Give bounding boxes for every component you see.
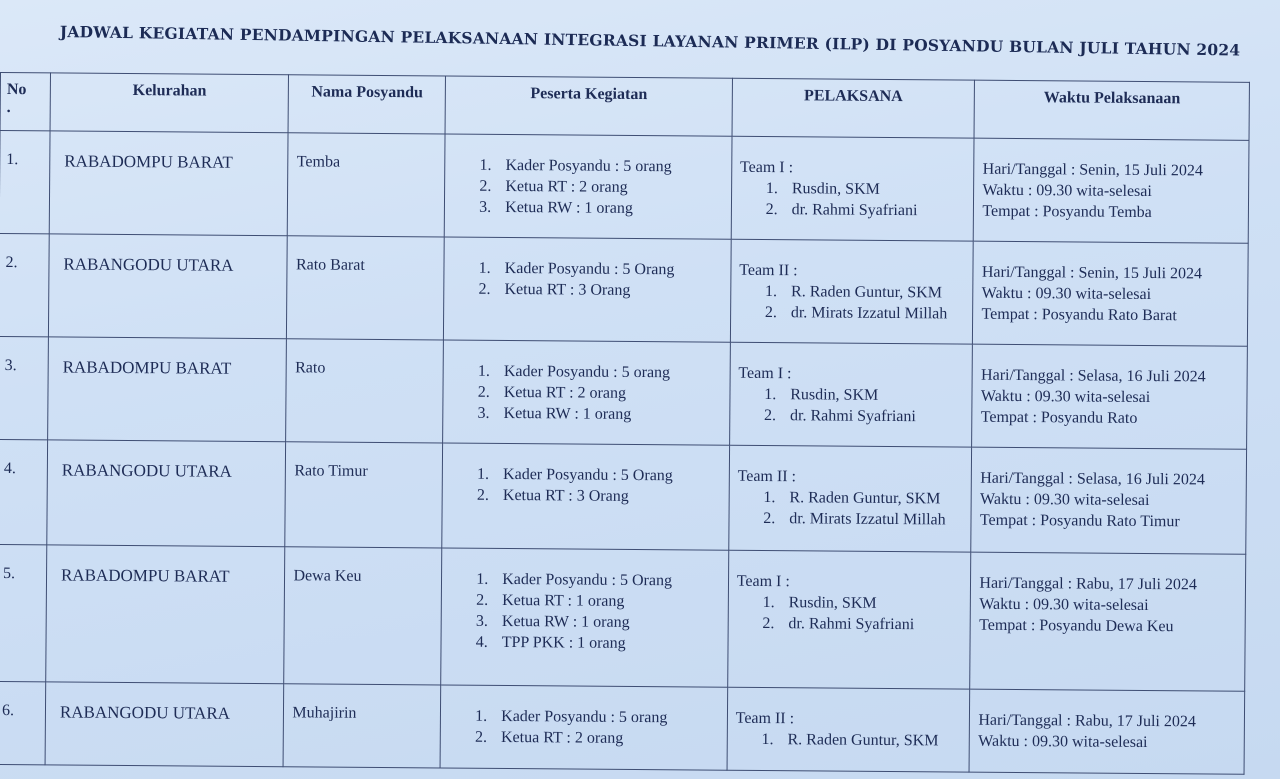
header-row xyxy=(0,73,1249,141)
pelaksana-item xyxy=(761,729,961,752)
peserta-item xyxy=(479,258,723,281)
waktu-line: Tempat : Posyandu Rato Barat xyxy=(981,305,1177,325)
pelaksana-item-number: 1. xyxy=(764,386,777,404)
waktu-line: Hari/Tanggal : Senin, 15 Juli 2024 xyxy=(982,160,1203,180)
peserta-item-text: TPP PKK : 1 orang xyxy=(501,633,626,652)
peserta-item-text: Ketua RT : 2 orang xyxy=(500,728,624,747)
pelaksana-item xyxy=(764,405,964,428)
pelaksana-item xyxy=(764,384,964,407)
peserta-cell xyxy=(444,237,731,342)
kelurahan-cell: RABANGODU UTARA xyxy=(45,682,284,767)
waktu-line: Hari/Tanggal : Selasa, 16 Juli 2024 xyxy=(981,366,1206,386)
header-no-dot: . xyxy=(6,99,11,117)
peserta-item-text: Ketua RT : 1 orang xyxy=(502,591,625,610)
pelaksana-cell xyxy=(729,445,972,552)
peserta-item xyxy=(477,403,721,426)
team-label: Team II : xyxy=(737,467,797,486)
pelaksana-item xyxy=(763,592,963,615)
pelaksana-item-number: 1. xyxy=(761,731,774,749)
header-posyandu: Nama Posyandu xyxy=(289,75,446,134)
peserta-item-text: Ketua RW : 1 orang xyxy=(501,612,630,631)
waktu-line: Hari/Tanggal : Rabu, 17 Juli 2024 xyxy=(979,574,1198,594)
peserta-item-number: 2. xyxy=(476,486,489,504)
peserta-item xyxy=(477,485,721,508)
waktu-line: Tempat : Posyandu Dewa Keu xyxy=(979,616,1174,636)
peserta-list xyxy=(477,464,721,508)
document-title: JADWAL KEGIATAN PENDAMPINGAN PELAKSANAAN INTEGRASI LAYANAN PRIMER (ILP) DI POSYANDU BULAN JULI TAHUN 2024 xyxy=(59,22,1241,60)
peserta-item-number: 4. xyxy=(475,633,488,651)
peserta-item xyxy=(475,706,719,729)
pelaksana-item-text: dr. Rahmi Syafriani xyxy=(791,201,918,220)
pelaksana-cell xyxy=(729,342,972,447)
pelaksana-item-number: 2. xyxy=(765,201,778,219)
peserta-item xyxy=(475,727,719,750)
pelaksana-list xyxy=(737,487,963,531)
header-no-label: No xyxy=(6,81,27,99)
pelaksana-item-number: 2. xyxy=(764,304,777,322)
waktu-line: Hari/Tanggal : Rabu, 17 Juli 2024 xyxy=(978,711,1196,731)
posyandu-cell: Rato xyxy=(286,339,444,443)
waktu-line: Tempat : Posyandu Temba xyxy=(982,202,1152,222)
waktu-line: Hari/Tanggal : Selasa, 16 Juli 2024 xyxy=(980,469,1205,489)
peserta-item-text: Ketua RT : 2 orang xyxy=(505,177,628,196)
peserta-cell xyxy=(440,685,727,770)
peserta-item xyxy=(477,464,721,487)
peserta-item xyxy=(476,569,720,592)
pelaksana-cell xyxy=(731,136,974,241)
peserta-item-number: 1. xyxy=(477,465,490,483)
kelurahan-cell: RABADOMPU BARAT xyxy=(49,131,288,236)
pelaksana-item-text: dr. Mirats Izzatul Millah xyxy=(790,304,948,323)
peserta-item-text: Ketua RT : 3 Orang xyxy=(502,486,629,505)
pelaksana-item xyxy=(762,613,962,636)
peserta-list xyxy=(476,569,720,655)
peserta-item-number: 3. xyxy=(479,198,492,216)
posyandu-cell: Dewa Keu xyxy=(284,547,442,685)
team-label: Team II : xyxy=(739,261,798,280)
pelaksana-item-text: R. Raden Guntur, SKM xyxy=(789,489,941,508)
team-label: Team I : xyxy=(736,572,790,591)
peserta-list xyxy=(479,155,723,220)
peserta-list xyxy=(477,361,721,426)
peserta-cell xyxy=(444,134,731,239)
posyandu-cell: Rato Barat xyxy=(287,236,445,340)
pelaksana-item-text: dr. Rahmi Syafriani xyxy=(788,615,915,634)
peserta-item-number: 3. xyxy=(477,404,490,422)
pelaksana-item-text: Rusdin, SKM xyxy=(791,180,880,198)
pelaksana-item-number: 1. xyxy=(762,594,775,612)
peserta-item-number: 1. xyxy=(478,259,491,277)
peserta-item-number: 3. xyxy=(475,612,489,630)
table-row xyxy=(0,681,1245,774)
peserta-item-number: 1. xyxy=(475,707,488,725)
header-peserta: Peserta Kegiatan xyxy=(445,76,732,136)
pelaksana-list xyxy=(738,384,964,428)
pelaksana-item-text: Rusdin, SKM xyxy=(788,594,877,612)
peserta-item xyxy=(476,632,720,655)
pelaksana-item xyxy=(763,508,963,531)
kelurahan-cell: RABADOMPU BARAT xyxy=(48,337,287,442)
table-row xyxy=(0,233,1248,346)
waktu-line: Waktu : 09.30 wita-selesai xyxy=(982,181,1152,201)
peserta-item-number: 1. xyxy=(476,570,489,588)
peserta-item xyxy=(479,176,723,199)
pelaksana-item-text: dr. Mirats Izzatul Millah xyxy=(789,510,946,529)
pelaksana-item-text: R. Raden Guntur, SKM xyxy=(787,731,939,750)
kelurahan-cell: RABANGODU UTARA xyxy=(47,440,286,547)
waktu-line: Waktu : 09.30 wita-selesai xyxy=(980,387,1151,407)
waktu-line: Waktu : 09.30 wita-selesai xyxy=(980,490,1150,510)
table-row xyxy=(0,544,1246,691)
header-no xyxy=(0,73,50,131)
peserta-item-number: 1. xyxy=(479,156,492,174)
peserta-item-number: 2. xyxy=(478,280,491,298)
pelaksana-item-number: 1. xyxy=(764,283,778,301)
peserta-item xyxy=(479,155,723,178)
peserta-item-text: Kader Posyandu : 5 orang xyxy=(503,362,671,382)
pelaksana-item-number: 2. xyxy=(763,510,776,528)
header-pelaksana: PELAKSANA xyxy=(732,78,975,138)
pelaksana-item-number: 1. xyxy=(763,489,776,507)
peserta-cell xyxy=(442,443,729,550)
peserta-item-text: Kader Posyandu : 5 Orang xyxy=(502,570,673,590)
peserta-cell xyxy=(443,340,730,445)
posyandu-cell: Temba xyxy=(288,133,446,237)
table-row xyxy=(0,336,1247,449)
peserta-item-text: Ketua RW : 1 orang xyxy=(505,198,633,217)
pelaksana-list xyxy=(740,178,966,222)
team-label: Team I : xyxy=(738,364,792,383)
peserta-item-number: 2. xyxy=(476,591,489,609)
kelurahan-cell: RABADOMPU BARAT xyxy=(46,545,286,684)
pelaksana-cell xyxy=(727,550,971,689)
waktu-line: Waktu : 09.30 wita-selesai xyxy=(978,732,1148,752)
waktu-line: Tempat : Posyandu Rato Timur xyxy=(979,511,1180,531)
peserta-item xyxy=(479,197,723,220)
peserta-item-text: Kader Posyandu : 5 Orang xyxy=(503,465,673,485)
peserta-item-text: Kader Posyandu : 5 Orang xyxy=(504,259,675,279)
pelaksana-item xyxy=(766,178,966,201)
pelaksana-item xyxy=(763,487,963,510)
row-number: 6. xyxy=(0,681,46,764)
peserta-item xyxy=(478,279,722,302)
pelaksana-item-number: 2. xyxy=(764,407,777,425)
team-label: Team I : xyxy=(739,158,794,177)
peserta-item-text: Ketua RT : 3 Orang xyxy=(504,280,631,299)
peserta-item xyxy=(478,382,722,405)
peserta-cell xyxy=(441,548,729,687)
pelaksana-item-text: R. Raden Guntur, SKM xyxy=(790,283,943,302)
peserta-item-number: 2. xyxy=(474,728,488,746)
header-kelurahan: Kelurahan xyxy=(50,73,289,133)
peserta-item xyxy=(478,361,722,384)
header-waktu: Waktu Pelaksanaan xyxy=(974,80,1249,140)
pelaksana-item xyxy=(766,199,966,222)
row-number: 3. xyxy=(0,336,48,439)
pelaksana-cell xyxy=(727,687,970,772)
waktu-line: Tempat : Posyandu Rato xyxy=(980,408,1138,427)
pelaksana-item-text: dr. Rahmi Syafriani xyxy=(790,407,916,426)
pelaksana-item xyxy=(765,302,965,325)
peserta-item xyxy=(476,590,720,613)
schedule-table xyxy=(0,72,1250,775)
waktu-cell xyxy=(969,689,1244,774)
team-label: Team II : xyxy=(735,709,795,728)
posyandu-cell: Rato Timur xyxy=(285,442,443,548)
pelaksana-item-number: 2. xyxy=(762,615,775,633)
waktu-line: Waktu : 09.30 wita-selesai xyxy=(981,284,1152,304)
pelaksana-list xyxy=(736,592,962,636)
kelurahan-cell: RABANGODU UTARA xyxy=(48,234,287,339)
peserta-item-text: Kader Posyandu : 5 orang xyxy=(505,156,672,176)
peserta-list xyxy=(478,258,722,302)
pelaksana-cell xyxy=(730,239,973,344)
pelaksana-item-text: Rusdin, SKM xyxy=(790,386,879,404)
peserta-item-number: 2. xyxy=(477,383,490,401)
table-row xyxy=(0,131,1249,244)
row-number: 5. xyxy=(0,544,47,681)
waktu-cell xyxy=(973,241,1248,346)
waktu-line: Waktu : 09.30 wita-selesai xyxy=(979,595,1149,615)
peserta-item-text: Kader Posyandu : 5 orang xyxy=(501,707,668,727)
pelaksana-item xyxy=(765,281,965,304)
peserta-item-number: 2. xyxy=(479,177,492,195)
waktu-cell xyxy=(970,552,1246,691)
waktu-line: Hari/Tanggal : Senin, 15 Juli 2024 xyxy=(981,263,1203,283)
row-number: 1. xyxy=(0,131,50,234)
posyandu-cell: Muhajirin xyxy=(284,684,441,768)
peserta-item xyxy=(476,611,720,634)
pelaksana-list xyxy=(739,281,965,325)
waktu-cell xyxy=(972,344,1247,449)
row-number: 4. xyxy=(0,439,48,544)
waktu-cell xyxy=(971,447,1246,554)
table-row xyxy=(0,439,1247,554)
row-number: 2. xyxy=(0,233,49,336)
pelaksana-list xyxy=(735,729,961,752)
peserta-list xyxy=(475,706,719,750)
peserta-item-text: Ketua RW : 1 orang xyxy=(503,404,632,423)
peserta-item-text: Ketua RT : 2 orang xyxy=(503,383,627,402)
peserta-item-number: 1. xyxy=(477,362,490,380)
waktu-cell xyxy=(974,138,1249,243)
pelaksana-item-number: 1. xyxy=(765,180,778,198)
